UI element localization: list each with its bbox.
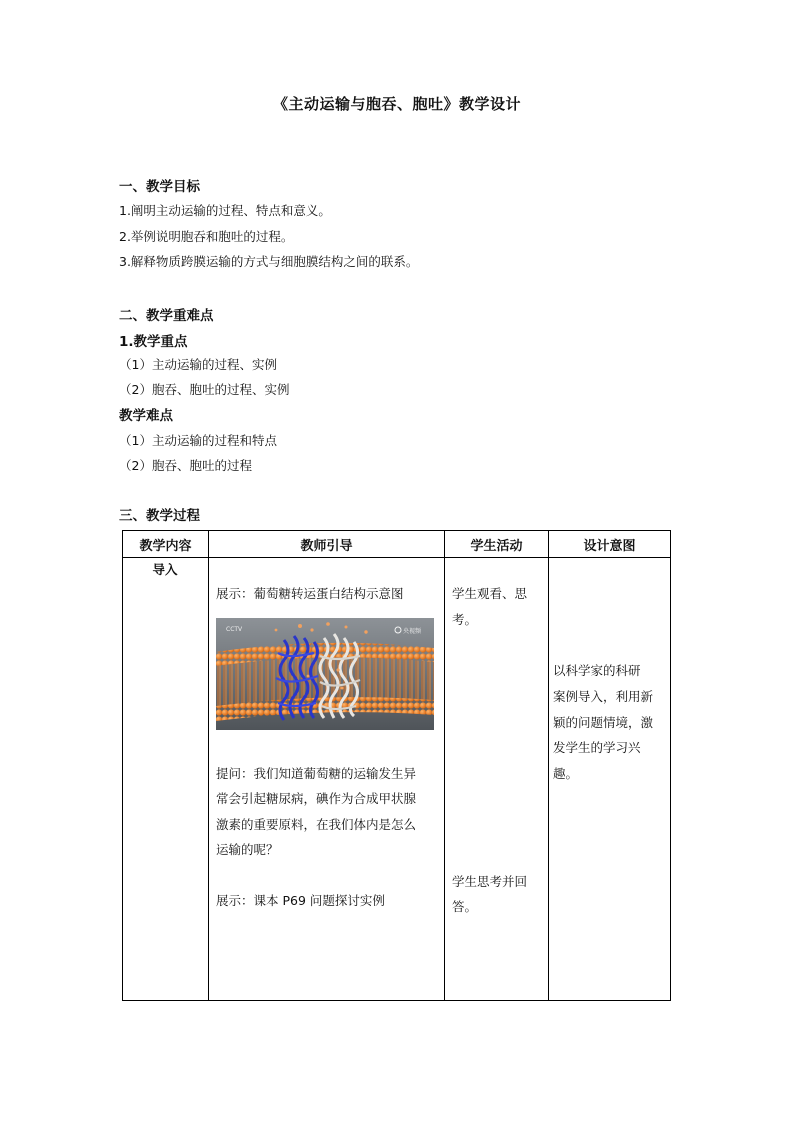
glucose-transporter-image bbox=[216, 618, 434, 730]
cell-intent bbox=[549, 558, 671, 1001]
difficulty-item: （2）胞吞、胞吐的过程 bbox=[119, 458, 252, 473]
guide-show-diagram: 展示：葡萄糖转运蛋白结构示意图 bbox=[216, 586, 404, 601]
activity-line: 答。 bbox=[452, 899, 478, 914]
intent-line: 以科学家的科研 bbox=[553, 663, 641, 678]
guide-question-line: 提问：我们知道葡萄糖的运输发生异 bbox=[216, 766, 417, 781]
table-row bbox=[123, 558, 671, 1001]
svg-text:央视频: 央视频 bbox=[403, 628, 422, 635]
intent-line: 案例导入，利用新 bbox=[553, 689, 654, 704]
header-content: 教学内容 bbox=[123, 531, 209, 558]
cell-content bbox=[123, 558, 209, 1001]
intent-line: 趣。 bbox=[553, 766, 579, 781]
objective-item: 1.阐明主动运输的过程、特点和意义。 bbox=[119, 203, 331, 218]
guide-question-line: 激素的重要原料，在我们体内是怎么 bbox=[216, 817, 417, 832]
header-activity: 学生活动 bbox=[445, 531, 549, 558]
tv-logo-left: CCTV bbox=[226, 626, 243, 633]
key-item: （1）主动运输的过程、实例 bbox=[119, 357, 277, 372]
activity-line: 考。 bbox=[452, 612, 478, 627]
document-title: 《主动运输与胞吞、胞吐》教学设计 bbox=[272, 95, 521, 113]
header-guide: 教师引导 bbox=[209, 531, 445, 558]
section-heading-objectives: 一、教学目标 bbox=[119, 179, 200, 195]
cell-activity bbox=[445, 558, 549, 1001]
section-heading-process: 三、教学过程 bbox=[119, 508, 200, 524]
section-heading-keypoints: 二、教学重难点 bbox=[119, 308, 214, 324]
membrane-illustration bbox=[216, 618, 434, 730]
subheading-difficulty: 教学难点 bbox=[119, 408, 173, 424]
table-header-row bbox=[123, 531, 671, 558]
guide-question-line: 常会引起糖尿病，碘作为合成甲状腺 bbox=[216, 791, 417, 806]
objective-item: 2.举例说明胞吞和胞吐的过程。 bbox=[119, 229, 294, 244]
subheading-key: 1.教学重点 bbox=[119, 334, 188, 350]
difficulty-item: （1）主动运输的过程和特点 bbox=[119, 433, 277, 448]
guide-show-textbook: 展示：课本 P69 问题探讨实例 bbox=[216, 893, 385, 908]
teaching-process-table bbox=[122, 530, 671, 1001]
activity-line: 学生观看、思 bbox=[452, 586, 528, 601]
row-label-intro: 导入 bbox=[152, 562, 178, 577]
key-item: （2）胞吞、胞吐的过程、实例 bbox=[119, 382, 290, 397]
cell-guide bbox=[209, 558, 445, 1001]
objective-item: 3.解释物质跨膜运输的方式与细胞膜结构之间的联系。 bbox=[119, 254, 419, 269]
intent-line: 颖的问题情境，激 bbox=[553, 715, 654, 730]
header-intent: 设计意图 bbox=[549, 531, 671, 558]
guide-question-line: 运输的呢？ bbox=[216, 842, 279, 857]
activity-line: 学生思考并回 bbox=[452, 874, 528, 889]
intent-line: 发学生的学习兴 bbox=[553, 740, 641, 755]
